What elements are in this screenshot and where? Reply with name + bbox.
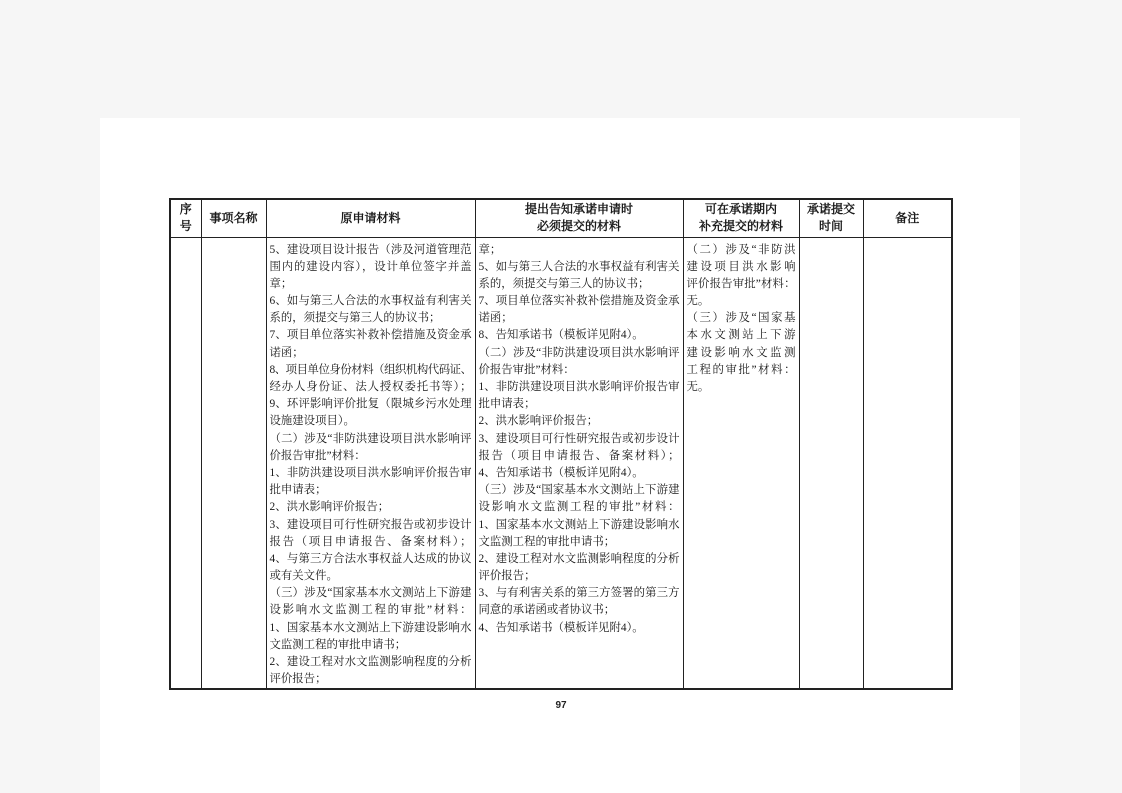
text-line: 经办人身份证、法人授权委托书等）；	[269, 381, 472, 393]
text-line: 1、国家基本水文测站上下游建设影响水	[478, 518, 680, 531]
header-required-line: 提出告知承诺申请时	[524, 202, 633, 217]
text-line: 设影响水文监测工程的审批”材料：	[478, 501, 680, 514]
text-line: 设施建设项目）。	[269, 415, 355, 428]
header-original-materials-label: 原申请材料	[340, 210, 401, 225]
header-seq-line: 号	[179, 219, 192, 234]
table-row	[170, 237, 952, 689]
text-line: 4、告知承诺书（模板详见附4）。	[478, 466, 644, 479]
text-line: （二）涉及“非防洪	[686, 243, 796, 256]
text-line: （二）涉及“非防洪建设项目洪水影响评	[269, 432, 472, 445]
text-line: 2、建设工程对水文监测影响程度的分析	[269, 656, 472, 668]
original-materials-text	[270, 242, 472, 689]
header-required-line: 必须提交的材料	[536, 219, 621, 234]
header-supplement-materials	[683, 199, 799, 237]
page-number: 97	[555, 700, 567, 711]
text-line: 章；	[269, 277, 293, 290]
text-line: 文监测工程的审批申请书；	[478, 535, 616, 548]
text-line: 8、告知承诺书（模板详见附4）。	[478, 329, 644, 342]
materials-table	[169, 198, 953, 690]
text-line: 9、环评影响评价批复（限城乡污水处理	[269, 398, 472, 411]
text-line: 文监测工程的审批申请书；	[269, 638, 407, 651]
cell-supplement-materials	[683, 237, 799, 689]
cell-seq	[170, 237, 201, 689]
text-line: 2、建设工程对水文监测影响程度的分析	[478, 552, 680, 565]
text-line: 建设影响水文监测	[686, 346, 796, 359]
text-line: 1、国家基本水文测站上下游建设影响水	[269, 621, 472, 634]
table-header-row	[170, 199, 952, 237]
text-line: 1、非防洪建设项目洪水影响评价报告审	[478, 381, 680, 393]
text-line: 系的，须提交与第三人的协议书；	[269, 312, 441, 325]
cell-remarks	[863, 237, 952, 689]
supplement-materials-text	[687, 242, 796, 397]
text-line: 评价报告；	[269, 673, 327, 686]
text-line: 报告（项目申请报告、备案材料）；	[478, 449, 680, 462]
text-line: 设影响水文监测工程的审批”材料：	[269, 604, 472, 617]
text-line: （三）涉及“国家基本水文测站上下游建	[478, 484, 680, 497]
text-line: 1、非防洪建设项目洪水影响评价报告审	[269, 466, 472, 479]
text-line: 4、与第三方合法水事权益人达成的协议	[269, 552, 472, 565]
text-line: 围内的建设内容），设计单位签字并盖	[269, 260, 472, 273]
text-line: 3、建设项目可行性研究报告或初步设计	[478, 432, 680, 445]
header-remarks	[863, 199, 952, 237]
text-line: 评价报告审批”材料：	[686, 277, 796, 290]
header-supplement-line: 可在承诺期内	[704, 202, 777, 217]
text-line: 6、如与第三人合法的水事权益有利害关	[269, 295, 472, 308]
text-line: 本水文测站上下游	[686, 329, 796, 342]
text-line: 8、项目单位身份材料（组织机构代码证、	[269, 363, 472, 376]
text-line: 同意的承诺函或者协议书；	[478, 604, 616, 617]
cell-required-materials	[475, 237, 683, 689]
cell-original-materials	[266, 237, 475, 689]
header-supplement-line: 补充提交的材料	[698, 219, 783, 234]
text-line: 建设项目洪水影响	[686, 260, 796, 273]
text-line: （三）涉及“国家基本水文测站上下游建	[269, 587, 472, 600]
cell-commit-time	[799, 237, 863, 689]
header-remarks-label: 备注	[895, 210, 920, 225]
text-line: 无。	[686, 295, 710, 308]
header-time-line: 承诺提交	[806, 202, 855, 217]
text-line: 章；	[478, 243, 502, 256]
text-line: 2、洪水影响评价报告；	[478, 415, 599, 428]
required-materials-text	[479, 242, 680, 637]
text-line: （三）涉及“国家基	[686, 312, 796, 325]
header-item-name	[201, 199, 266, 237]
text-line: 价报告审批”材料：	[478, 363, 575, 376]
header-original-materials	[266, 199, 475, 237]
text-line: 4、告知承诺书（模板详见附4）。	[478, 621, 644, 634]
text-line: 价报告审批”材料：	[269, 449, 366, 462]
text-line: 5、如与第三人合法的水事权益有利害关	[478, 260, 680, 273]
header-time-line: 时间	[818, 219, 843, 234]
text-line: 3、与有利害关系的第三方签署的第三方	[478, 587, 680, 600]
text-line: 批申请表；	[478, 398, 536, 411]
text-line: 诺函；	[269, 346, 304, 359]
text-line: 5、建设项目设计报告（涉及河道管理范	[269, 243, 472, 256]
text-line: 7、项目单位落实补救补偿措施及资金承	[478, 295, 680, 308]
header-required-materials	[475, 199, 683, 237]
cell-item-name	[201, 237, 266, 689]
text-line: 系的，须提交与第三人的协议书；	[478, 277, 650, 290]
text-line: 评价报告；	[478, 570, 536, 583]
text-line: 工程的审批”材料：	[686, 363, 796, 376]
text-line: 报告（项目申请报告、备案材料）；	[269, 535, 472, 548]
header-item-name-label: 事项名称	[209, 210, 258, 225]
header-commit-time	[799, 199, 863, 237]
header-seq-line: 序	[179, 202, 192, 217]
text-line: 无。	[686, 381, 710, 393]
text-line: 诺函；	[478, 312, 513, 325]
text-line: 批申请表；	[269, 484, 327, 497]
text-line: 或有关文件。	[269, 570, 338, 583]
text-line: 2、洪水影响评价报告；	[269, 501, 390, 514]
header-seq	[170, 199, 201, 237]
text-line: 7、项目单位落实补救补偿措施及资金承	[269, 329, 472, 342]
text-line: （二）涉及“非防洪建设项目洪水影响评	[478, 346, 680, 359]
text-line: 3、建设项目可行性研究报告或初步设计	[269, 518, 472, 531]
